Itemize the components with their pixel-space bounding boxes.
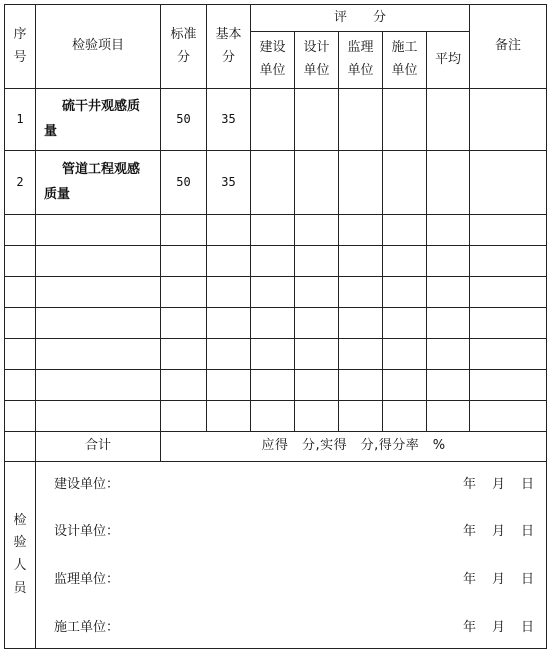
empty-row [5, 246, 547, 277]
total-formula: 应得 分,实得 分,得分率 % [161, 432, 547, 462]
sign-date: 年 月 日 [463, 620, 535, 635]
remarks-header: 备注 [470, 5, 547, 89]
row-item: 管道工程观感 质量 [36, 151, 161, 215]
sign-design[interactable]: 设计单位： 年 月 日 [54, 521, 534, 544]
inspectors-row [5, 462, 547, 649]
row-score-design[interactable] [295, 89, 339, 151]
empty-row [5, 277, 547, 308]
sign-supervision[interactable]: 监理单位： 年 月 日 [54, 569, 534, 592]
row-score-contractor[interactable] [383, 151, 427, 215]
row-remarks[interactable] [470, 151, 547, 215]
empty-row [5, 370, 547, 401]
row-score-contractor[interactable] [383, 89, 427, 151]
inspectors-label: 检 验 人 员 [5, 462, 36, 649]
table-row [5, 151, 547, 215]
row-seq: 2 [5, 151, 36, 215]
row-base-score: 35 [207, 151, 251, 215]
sign-contractor[interactable]: 施工单位： 年 月 日 [54, 617, 534, 640]
row-score-supervision[interactable] [339, 89, 383, 151]
row-score-supervision[interactable] [339, 151, 383, 215]
row-average[interactable] [427, 89, 470, 151]
score-supervision-header: 监理 单位 [339, 32, 383, 89]
score-group-header: 评 分 [251, 5, 470, 32]
item-header: 检验项目 [36, 5, 161, 89]
base-score-header: 基本 分 [207, 5, 251, 89]
row-item: 硫干井观感质 量 [36, 89, 161, 151]
inspection-table [4, 4, 547, 649]
score-design-header: 设计 单位 [295, 32, 339, 89]
row-seq: 1 [5, 89, 36, 151]
row-score-construction[interactable] [251, 151, 295, 215]
row-remarks[interactable] [470, 89, 547, 151]
total-label: 合计 [36, 432, 161, 462]
row-score-design[interactable] [295, 151, 339, 215]
inspectors-sign-area [36, 462, 547, 649]
empty-row [5, 308, 547, 339]
score-construction-header: 建设 单位 [251, 32, 295, 89]
sign-construction[interactable]: 建设单位： 年 月 日 [54, 474, 534, 497]
standard-score-header: 标准 分 [161, 5, 207, 89]
row-base-score: 35 [207, 89, 251, 151]
row-score-construction[interactable] [251, 89, 295, 151]
row-average[interactable] [427, 151, 470, 215]
table-row [5, 89, 547, 151]
average-header: 平均 [427, 32, 470, 89]
empty-row [5, 215, 547, 246]
empty-row [5, 401, 547, 432]
empty-row [5, 339, 547, 370]
sign-date: 年 月 日 [463, 572, 535, 587]
total-row [5, 432, 547, 462]
seq-header: 序 号 [5, 5, 36, 89]
sign-date: 年 月 日 [463, 524, 535, 539]
score-contractor-header: 施工 单位 [383, 32, 427, 89]
row-standard-score: 50 [161, 151, 207, 215]
sign-date: 年 月 日 [463, 477, 535, 492]
row-standard-score: 50 [161, 89, 207, 151]
header-row-1 [5, 5, 547, 32]
